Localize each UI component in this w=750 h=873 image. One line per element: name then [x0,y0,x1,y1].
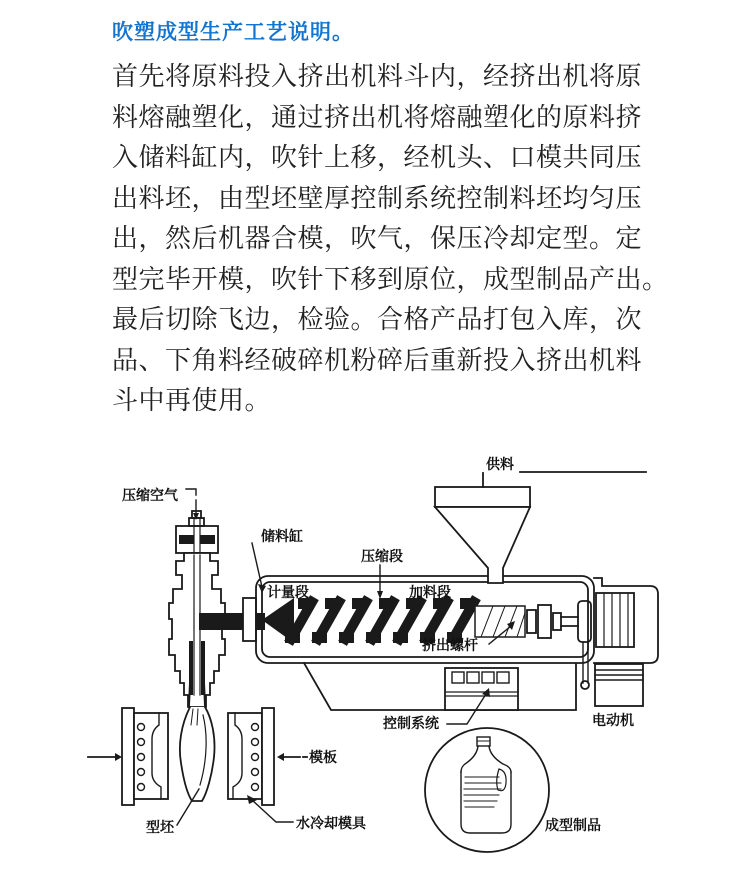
molded-product-inset [425,728,549,852]
intro-line: 料熔融塑化，通过挤出机将熔融塑化的原料挤 [112,101,643,132]
electric-motor [595,664,643,706]
parison [180,707,215,801]
intro-line: 斗中再使用。 [112,385,272,415]
blow-molding-diagram [0,443,750,873]
label-extrusion-screw: 挤出螺杆 [422,637,478,653]
intro-line: 首先将原料投入挤出机料斗内，经挤出机将原 [112,61,643,91]
intro-line: 型完毕开模，吹针下移到原位，成型制品产出。 [112,263,669,294]
label-feeding-section: 加料段 [409,584,451,600]
head-flange [243,598,256,641]
extrusion-screw [262,598,525,643]
intro-line: 最后切除飞边，检验。合格产品打包入库，次 [112,304,643,334]
intro-paragraph [112,56,672,421]
machine-base [304,663,576,710]
label-compressed-air: 压缩空气 [122,487,178,503]
intro-line: 入储料缸内，吹针上移，经机头、口模共同压 [112,142,643,172]
drive-train [527,593,634,647]
label-metering-section: 计量段 [267,584,309,600]
feed-hopper [435,472,646,583]
intro-line: 品、下角料经破碎机粉碎后重新投入挤出机料 [112,344,643,375]
blow-pin-die-head [169,511,225,707]
label-storage-cylinder: 储料缸 [261,528,303,544]
page-title: 吹塑成型生产工艺说明。 [112,21,354,44]
label-parison: 型坯 [146,819,174,835]
label-molded-product: 成型制品 [545,817,601,833]
label-control-system: 控制系统 [383,715,439,731]
label-feed-supply: 供料 [486,456,514,472]
intro-line: 出，然后机器合模，吹气，保压冷却定型。定 [112,223,643,253]
control-panel [445,668,518,710]
label-mold-plate: 模板 [309,749,337,765]
label-compression-section: 压缩段 [361,548,403,564]
intro-line: 出料坯，由型坯壁厚控制系统控制料坯均匀压 [112,182,643,213]
belt-drive [581,642,589,689]
label-electric-motor: 电动机 [592,712,634,728]
label-water-cooled-mold: 水冷却模具 [296,815,366,831]
process-diagram [0,443,750,873]
